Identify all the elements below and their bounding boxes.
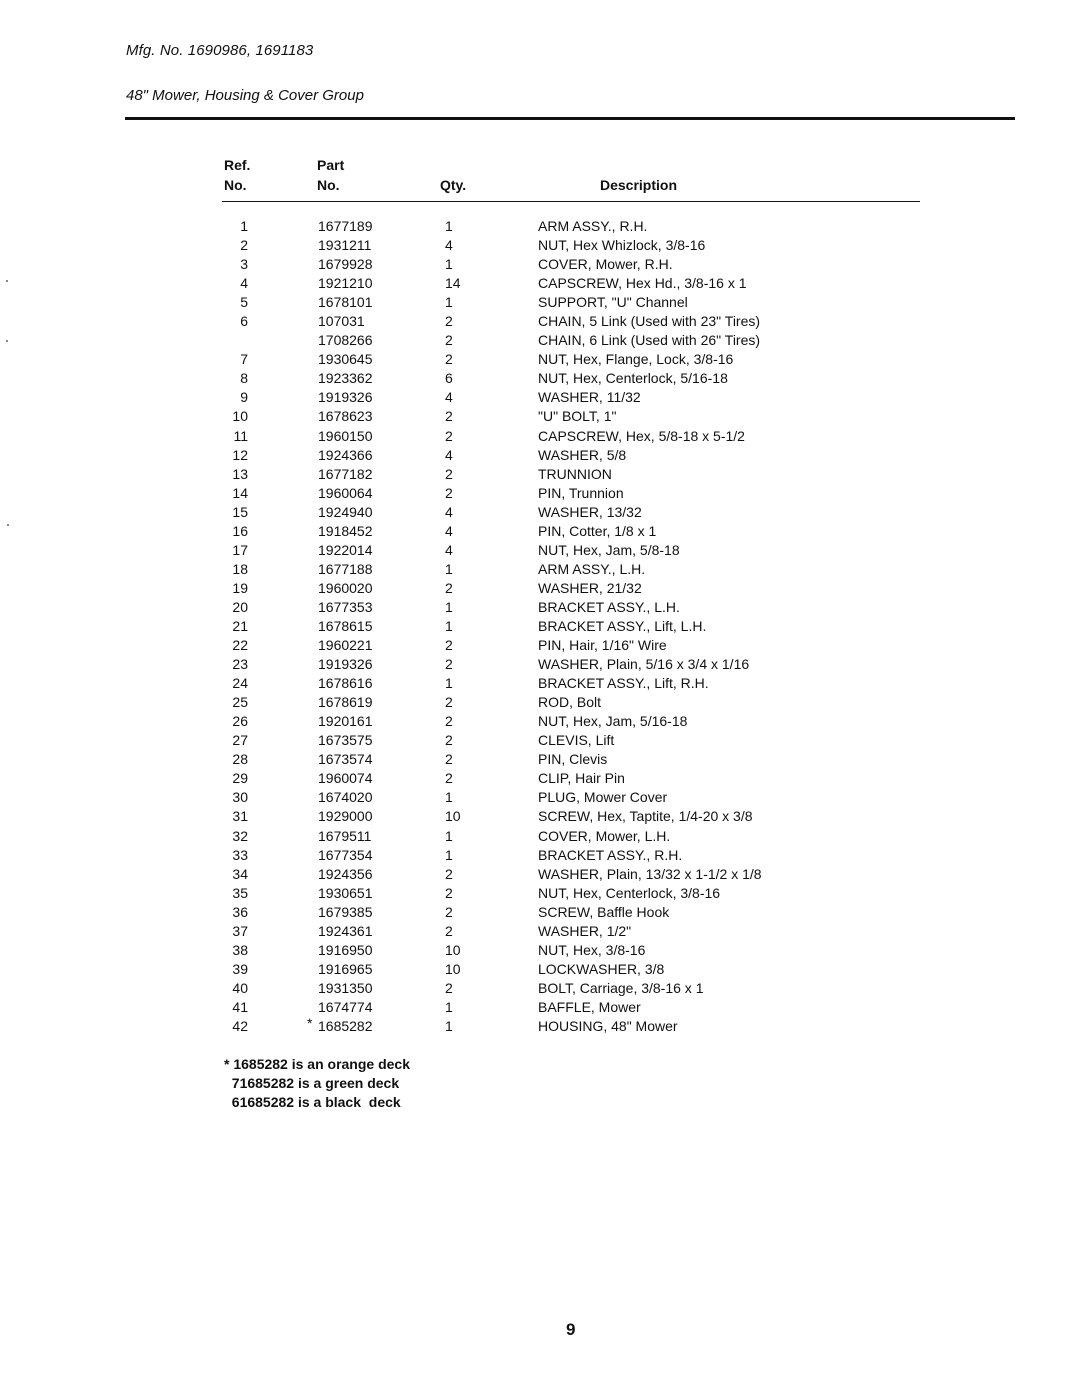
quantity: 1 xyxy=(445,560,453,577)
quantity: 1 xyxy=(445,789,453,806)
quantity: 2 xyxy=(445,313,453,330)
column-header-part-line1: Part xyxy=(317,157,345,173)
ref-no: 15 xyxy=(232,503,248,520)
part-no xyxy=(318,560,373,579)
quantity: 1 xyxy=(445,846,453,863)
part-no xyxy=(318,522,373,541)
table-row xyxy=(222,617,920,636)
ref-no: 36 xyxy=(232,903,248,920)
part-no-value: 1678623 xyxy=(318,408,373,425)
part-no-value: 1673574 xyxy=(318,751,373,768)
ref-no: 23 xyxy=(232,656,248,673)
description: BRACKET ASSY., Lift, R.H. xyxy=(538,675,709,692)
ref-no: 6 xyxy=(240,313,248,330)
table-row xyxy=(222,217,920,236)
table-row xyxy=(222,941,920,960)
part-no-value: 1922014 xyxy=(318,541,373,558)
part-no xyxy=(318,731,373,750)
part-no-value: 1960020 xyxy=(318,579,373,596)
ref-no: 18 xyxy=(232,560,248,577)
part-no xyxy=(318,750,373,769)
part-no-value: 1678101 xyxy=(318,294,373,311)
part-no-value: 1685282 xyxy=(318,1017,373,1034)
description: ARM ASSY., L.H. xyxy=(538,560,646,577)
table-row xyxy=(222,407,920,426)
quantity: 2 xyxy=(445,408,453,425)
part-no-value: 1677189 xyxy=(318,218,373,234)
table-row xyxy=(222,522,920,541)
table-row xyxy=(222,960,920,979)
ref-no: 34 xyxy=(232,865,248,882)
footnotes xyxy=(224,1055,410,1112)
description: CLIP, Hair Pin xyxy=(538,770,625,787)
table-row xyxy=(222,922,920,941)
column-header-ref-line1: Ref. xyxy=(224,157,251,173)
quantity: 2 xyxy=(445,484,453,501)
description: COVER, Mower, R.H. xyxy=(538,256,673,273)
description: NUT, Hex, Jam, 5/16-18 xyxy=(538,713,688,730)
quantity: 2 xyxy=(445,865,453,882)
part-no xyxy=(318,941,373,960)
table-row xyxy=(222,579,920,598)
part-no xyxy=(318,788,373,807)
description: NUT, Hex, 3/8-16 xyxy=(538,941,646,958)
part-no-value: 1679928 xyxy=(318,256,373,273)
part-no xyxy=(318,846,373,865)
quantity: 4 xyxy=(445,541,453,558)
description: NUT, Hex, Centerlock, 3/8-16 xyxy=(538,884,721,901)
description: PIN, Hair, 1/16" Wire xyxy=(538,637,667,654)
part-no-value: 1930651 xyxy=(318,884,373,901)
description: BOLT, Carriage, 3/8-16 x 1 xyxy=(538,979,704,996)
description: SCREW, Baffle Hook xyxy=(538,903,670,920)
part-no-value: 1924356 xyxy=(318,865,373,882)
quantity: 2 xyxy=(445,751,453,768)
part-no-value: 1924361 xyxy=(318,922,373,939)
quantity: 1 xyxy=(445,598,453,615)
table-row xyxy=(222,465,920,484)
table-row xyxy=(222,750,920,769)
description: CLEVIS, Lift xyxy=(538,732,615,749)
part-no-value: 1678615 xyxy=(318,617,373,634)
table-row xyxy=(222,636,920,655)
quantity: 2 xyxy=(445,427,453,444)
table-row xyxy=(222,769,920,788)
quantity: 4 xyxy=(445,446,453,463)
part-no xyxy=(318,998,373,1017)
table-row xyxy=(222,312,920,331)
ref-no: 13 xyxy=(232,465,248,482)
ref-no: 10 xyxy=(232,408,248,425)
ref-no: 20 xyxy=(232,598,248,615)
column-header-part-line2: No. xyxy=(317,177,340,193)
table-row xyxy=(222,731,920,750)
description: NUT, Hex Whizlock, 3/8-16 xyxy=(538,237,706,254)
description: PIN, Cotter, 1/8 x 1 xyxy=(538,522,657,539)
description: WASHER, 1/2" xyxy=(538,922,632,939)
part-no-value: 1674774 xyxy=(318,998,373,1015)
part-no xyxy=(318,541,373,560)
table-row xyxy=(222,1014,920,1036)
part-no xyxy=(318,465,373,484)
part-no xyxy=(318,903,373,922)
table-row xyxy=(222,293,920,312)
ref-no: 24 xyxy=(232,675,248,692)
quantity: 10 xyxy=(445,941,461,958)
quantity: 1 xyxy=(445,827,453,844)
header-divider xyxy=(125,117,1015,120)
table-row xyxy=(222,274,920,293)
part-no xyxy=(318,922,373,941)
part-no-value: 1677353 xyxy=(318,598,373,615)
quantity: 2 xyxy=(445,903,453,920)
description: SCREW, Hex, Taptite, 1/4-20 x 3/8 xyxy=(538,808,753,825)
ref-no: 29 xyxy=(232,770,248,787)
description: WASHER, 21/32 xyxy=(538,579,642,596)
description: LOCKWASHER, 3/8 xyxy=(538,960,665,977)
description: NUT, Hex, Centerlock, 5/16-18 xyxy=(538,370,728,387)
ref-no: 3 xyxy=(240,256,248,273)
quantity: 1 xyxy=(445,998,453,1015)
description: CAPSCREW, Hex Hd., 3/8-16 x 1 xyxy=(538,275,747,292)
part-no xyxy=(318,388,373,407)
ref-no: 2 xyxy=(240,237,248,254)
quantity: 1 xyxy=(445,617,453,634)
ref-no: 21 xyxy=(232,617,248,634)
part-no xyxy=(318,674,373,693)
description: CHAIN, 5 Link (Used with 23" Tires) xyxy=(538,313,761,330)
mfg-numbers: Mfg. No. 1690986, 1691183 xyxy=(126,42,314,59)
part-no xyxy=(318,579,373,598)
ref-no: 1 xyxy=(240,218,248,234)
table-row xyxy=(222,788,920,807)
table-row xyxy=(222,369,920,388)
part-no xyxy=(318,236,371,255)
description: BRACKET ASSY., R.H. xyxy=(538,846,683,863)
part-no xyxy=(318,350,373,369)
part-no-value: 1679511 xyxy=(318,827,372,844)
ref-no: 25 xyxy=(232,694,248,711)
part-no xyxy=(318,712,373,731)
description: WASHER, 13/32 xyxy=(538,503,642,520)
part-no-value: 1919326 xyxy=(318,389,373,406)
ref-no: 35 xyxy=(232,884,248,901)
table-row xyxy=(222,236,920,255)
quantity: 4 xyxy=(445,522,453,539)
part-no-value: 1708266 xyxy=(318,332,373,349)
ref-no: 33 xyxy=(232,846,248,863)
table-row xyxy=(222,693,920,712)
part-no-value: 1677182 xyxy=(318,465,373,482)
quantity: 1 xyxy=(445,256,453,273)
column-header-part-no xyxy=(317,155,344,195)
table-row xyxy=(222,598,920,617)
quantity: 4 xyxy=(445,237,453,254)
part-no xyxy=(318,655,373,674)
scan-speck xyxy=(6,280,8,282)
table-row xyxy=(222,884,920,903)
description: WASHER, 11/32 xyxy=(538,389,641,406)
description: PLUG, Mower Cover xyxy=(538,789,668,806)
quantity: 1 xyxy=(445,675,453,692)
quantity: 2 xyxy=(445,637,453,654)
ref-no: 16 xyxy=(232,522,248,539)
part-no xyxy=(318,693,373,712)
description: WASHER, Plain, 13/32 x 1-1/2 x 1/8 xyxy=(538,865,762,882)
description: NUT, Hex, Flange, Lock, 3/8-16 xyxy=(538,351,734,368)
quantity: 10 xyxy=(445,960,461,977)
ref-no: 9 xyxy=(240,389,248,406)
ref-no: 37 xyxy=(232,922,248,939)
quantity: 2 xyxy=(445,922,453,939)
quantity: 1 xyxy=(445,1017,453,1034)
ref-no: 5 xyxy=(240,294,248,311)
description: BRACKET ASSY., Lift, L.H. xyxy=(538,617,707,634)
part-no xyxy=(318,865,373,884)
part-no xyxy=(318,427,373,446)
quantity: 2 xyxy=(445,770,453,787)
description: BAFFLE, Mower xyxy=(538,998,641,1015)
page-number: 9 xyxy=(566,1320,576,1339)
part-no xyxy=(318,312,365,331)
table-row xyxy=(222,331,920,350)
table-row xyxy=(222,541,920,560)
description: SUPPORT, "U" Channel xyxy=(538,294,688,311)
quantity: 2 xyxy=(445,656,453,673)
part-no-value: 1918452 xyxy=(318,522,373,539)
part-no xyxy=(318,598,373,617)
table-header-divider xyxy=(222,201,920,202)
ref-no: 31 xyxy=(232,808,248,825)
table-row xyxy=(222,827,920,846)
quantity: 6 xyxy=(445,370,453,387)
description: HOUSING, 48" Mower xyxy=(538,1017,678,1034)
description: "U" BOLT, 1" xyxy=(538,408,617,425)
description: TRUNNION xyxy=(538,465,612,482)
description: CHAIN, 6 Link (Used with 26" Tires) xyxy=(538,332,761,349)
quantity: 4 xyxy=(445,389,453,406)
description: WASHER, Plain, 5/16 x 3/4 x 1/16 xyxy=(538,656,750,673)
ref-no: 14 xyxy=(232,484,248,501)
part-no xyxy=(318,274,373,293)
parts-table xyxy=(222,153,920,1036)
part-no-value: 1924366 xyxy=(318,446,373,463)
table-row xyxy=(222,255,920,274)
quantity: 2 xyxy=(445,332,453,349)
part-no-value: 1678619 xyxy=(318,694,373,711)
table-row xyxy=(222,807,920,826)
table-row xyxy=(222,484,920,503)
ref-no: 32 xyxy=(232,827,248,844)
footnote-line: 61685282 is a black deck xyxy=(224,1094,401,1110)
table-row xyxy=(222,350,920,369)
ref-no: 19 xyxy=(232,579,248,596)
part-no-value: 1916950 xyxy=(318,941,373,958)
scan-speck xyxy=(7,524,9,526)
description: WASHER, 5/8 xyxy=(538,446,627,463)
quantity: 2 xyxy=(445,713,453,730)
table-row xyxy=(222,655,920,674)
part-no-value: 1960074 xyxy=(318,770,373,787)
part-no-value: 1677354 xyxy=(318,846,373,863)
part-no-value: 1924940 xyxy=(318,503,373,520)
table-row xyxy=(222,865,920,884)
part-no-value: 1674020 xyxy=(318,789,373,806)
quantity: 2 xyxy=(445,694,453,711)
quantity: 10 xyxy=(445,808,461,825)
part-no xyxy=(318,484,373,503)
quantity: 2 xyxy=(445,979,453,996)
ref-no: 26 xyxy=(232,713,248,730)
part-no xyxy=(307,1014,373,1036)
description: CAPSCREW, Hex, 5/8-18 x 5-1/2 xyxy=(538,427,745,444)
part-no-value: 1929000 xyxy=(318,808,373,825)
quantity: 2 xyxy=(445,884,453,901)
part-no-value: 1960150 xyxy=(318,427,373,444)
part-no-value: 1678616 xyxy=(318,675,373,692)
ref-no: 12 xyxy=(232,446,248,463)
description: BRACKET ASSY., L.H. xyxy=(538,598,680,615)
part-no-value: 1931350 xyxy=(318,979,373,996)
quantity: 2 xyxy=(445,732,453,749)
table-row xyxy=(222,903,920,922)
ref-no: 40 xyxy=(232,979,248,996)
part-no-value: 1919326 xyxy=(318,656,373,673)
part-no xyxy=(318,255,373,274)
part-no-value: 1679385 xyxy=(318,903,373,920)
part-no xyxy=(318,979,373,998)
ref-no: 17 xyxy=(232,541,248,558)
description: COVER, Mower, L.H. xyxy=(538,827,671,844)
description: ROD, Bolt xyxy=(538,694,602,711)
description: PIN, Trunnion xyxy=(538,484,624,501)
part-no-value: 107031 xyxy=(318,313,365,330)
ref-no: 22 xyxy=(232,637,248,654)
scan-speck xyxy=(6,340,8,342)
table-row xyxy=(222,712,920,731)
part-no xyxy=(318,769,373,788)
ref-no: 38 xyxy=(232,941,248,958)
part-no xyxy=(318,503,373,522)
part-no-value: 1931211 xyxy=(318,237,372,254)
description: PIN, Clevis xyxy=(538,751,608,768)
part-no xyxy=(318,960,373,979)
footnote-line: * 1685282 is an orange deck xyxy=(224,1056,410,1072)
part-no-value: 1960064 xyxy=(318,484,373,501)
table-row xyxy=(222,388,920,407)
part-no-value: 1920161 xyxy=(318,713,373,730)
table-row xyxy=(222,846,920,865)
ref-no: 8 xyxy=(240,370,248,387)
table-row xyxy=(222,998,920,1017)
part-no xyxy=(318,807,373,826)
group-title: 48" Mower, Housing & Cover Group xyxy=(126,87,364,104)
ref-no: 27 xyxy=(232,732,248,749)
part-no-value: 1921210 xyxy=(318,275,373,292)
table-row xyxy=(222,427,920,446)
quantity: 2 xyxy=(445,351,453,368)
column-header-ref-no xyxy=(224,155,250,195)
part-no-value: 1673575 xyxy=(318,732,373,749)
part-no xyxy=(318,446,373,465)
part-no-value: 1923362 xyxy=(318,370,373,387)
column-header-qty: Qty. xyxy=(440,177,467,193)
column-header-description: Description xyxy=(600,177,678,193)
description: ARM ASSY., R.H. xyxy=(538,218,648,234)
quantity: 1 xyxy=(445,294,453,311)
column-header-ref-line2: No. xyxy=(224,177,247,193)
ref-no: 30 xyxy=(232,789,248,806)
part-no xyxy=(318,331,373,350)
ref-no: 7 xyxy=(240,351,248,368)
part-no xyxy=(318,884,373,903)
ref-no: 4 xyxy=(240,275,248,292)
footnote-line: 71685282 is a green deck xyxy=(224,1075,400,1091)
table-row xyxy=(222,674,920,693)
part-no-value: 1960221 xyxy=(318,637,373,654)
ref-no: 39 xyxy=(232,960,248,977)
part-no xyxy=(318,617,373,636)
part-no-value: 1916965 xyxy=(318,960,373,977)
quantity: 2 xyxy=(445,579,453,596)
ref-no: 11 xyxy=(233,427,248,444)
part-no xyxy=(318,407,373,426)
quantity: 4 xyxy=(445,503,453,520)
table-header xyxy=(222,153,920,201)
part-no-value: 1677188 xyxy=(318,560,373,577)
quantity: 2 xyxy=(445,465,453,482)
ref-no: 41 xyxy=(232,998,248,1015)
footnote-marker: * xyxy=(307,1014,313,1031)
part-no xyxy=(318,217,373,236)
quantity: 14 xyxy=(445,275,461,292)
table-row xyxy=(222,560,920,579)
table-row xyxy=(222,446,920,465)
table-row xyxy=(222,503,920,522)
part-no-value: 1930645 xyxy=(318,351,373,368)
table-row xyxy=(222,979,920,998)
part-no xyxy=(318,636,373,655)
description: NUT, Hex, Jam, 5/8-18 xyxy=(538,541,680,558)
ref-no: 42 xyxy=(232,1017,248,1034)
ref-no: 28 xyxy=(232,751,248,768)
table-body xyxy=(222,217,920,1036)
part-no xyxy=(318,369,373,388)
quantity: 1 xyxy=(445,218,453,234)
part-no xyxy=(318,293,373,312)
part-no xyxy=(318,827,371,846)
